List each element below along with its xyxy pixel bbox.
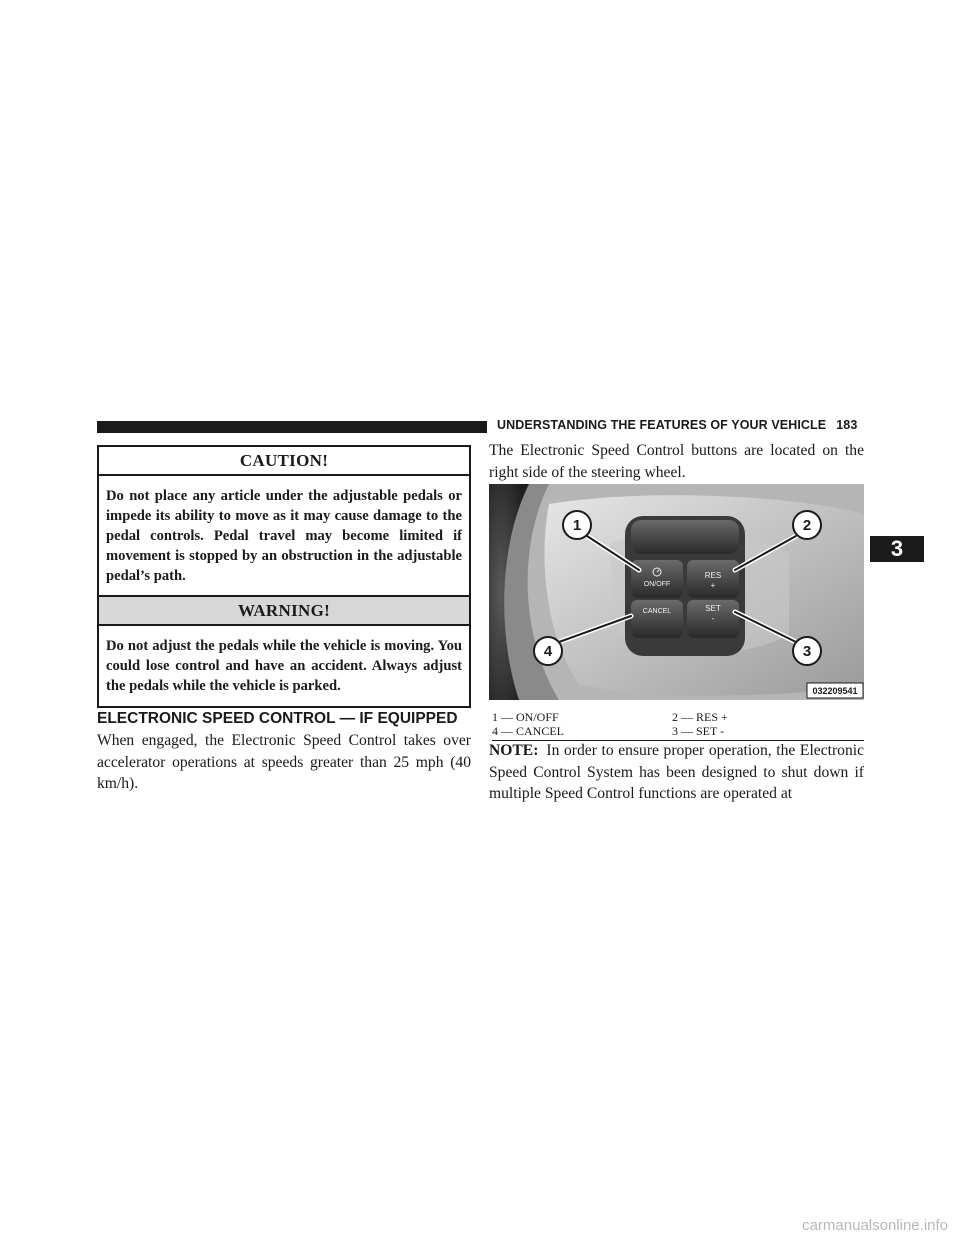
figure-legend [492, 710, 864, 741]
callout-3-number: 3 [802, 643, 812, 660]
cancel-label: CANCEL [642, 608, 672, 615]
speed-control-paragraph: When engaged, the Electronic Speed Control takes over accelerator operations at speeds greater than 25 mph (40 km/h). [97, 732, 471, 792]
caution-box [97, 445, 471, 598]
section-heading: ELECTRONIC SPEED CONTROL — IF EQUIPPED [97, 710, 458, 727]
steering-wheel-illustration [489, 484, 864, 700]
legend-item-on-off: 1 — ON/OFF [492, 710, 559, 724]
callout-4-number: 4 [543, 643, 553, 660]
buttons-location-paragraph: The Electronic Speed Control buttons are located on the right side of the steering wheel. [489, 442, 864, 481]
running-header [497, 418, 857, 432]
legend-row [492, 724, 864, 738]
image-code: 032209541 [812, 686, 858, 696]
on-off-button [631, 560, 683, 598]
warning-text: Do not adjust the pedals while the vehicle is moving. You could lose control and have an accident. Always adjust the pedals while the vehicle is parked. [106, 638, 462, 694]
top-button [631, 520, 739, 554]
res-sign: + [710, 581, 716, 590]
note-text: In order to ensure proper operation, the Electronic Speed Control System has been designed to shut down if multiple Speed Control functions are operated at [489, 742, 864, 802]
header-rule-bar [97, 421, 487, 433]
caution-title: CAUTION! [99, 447, 469, 476]
set-sign: - [711, 614, 715, 623]
note-label: NOTE: [489, 742, 539, 759]
on-off-label: ON/OFF [643, 581, 671, 588]
caution-text: Do not place any article under the adjustable pedals or impede its ability to move as it may cause damage to the pedal controls. Pedal travel may become limited if movement is stopped by an obstruction in the adjustable pedal’s path. [106, 488, 462, 584]
warning-box [97, 595, 471, 708]
watermark: carmanualsonline.info [802, 1217, 948, 1234]
callout-2-number: 2 [802, 517, 812, 534]
set-label: SET [705, 604, 721, 613]
page-number: 183 [836, 418, 858, 432]
steering-wheel-figure [489, 484, 864, 700]
callout-1-number: 1 [572, 517, 582, 534]
section-title: UNDERSTANDING THE FEATURES OF YOUR VEHICLE [497, 418, 827, 432]
note-paragraph [489, 740, 864, 805]
legend-item-cancel: 4 — CANCEL [492, 724, 564, 738]
chapter-tab: 3 [870, 536, 924, 562]
cancel-button [631, 600, 683, 638]
legend-item-set: 3 — SET - [672, 724, 725, 738]
legend-item-res: 2 — RES + [672, 710, 728, 724]
legend-row [492, 710, 864, 724]
warning-title: WARNING! [99, 597, 469, 626]
res-label: RES [704, 571, 722, 580]
